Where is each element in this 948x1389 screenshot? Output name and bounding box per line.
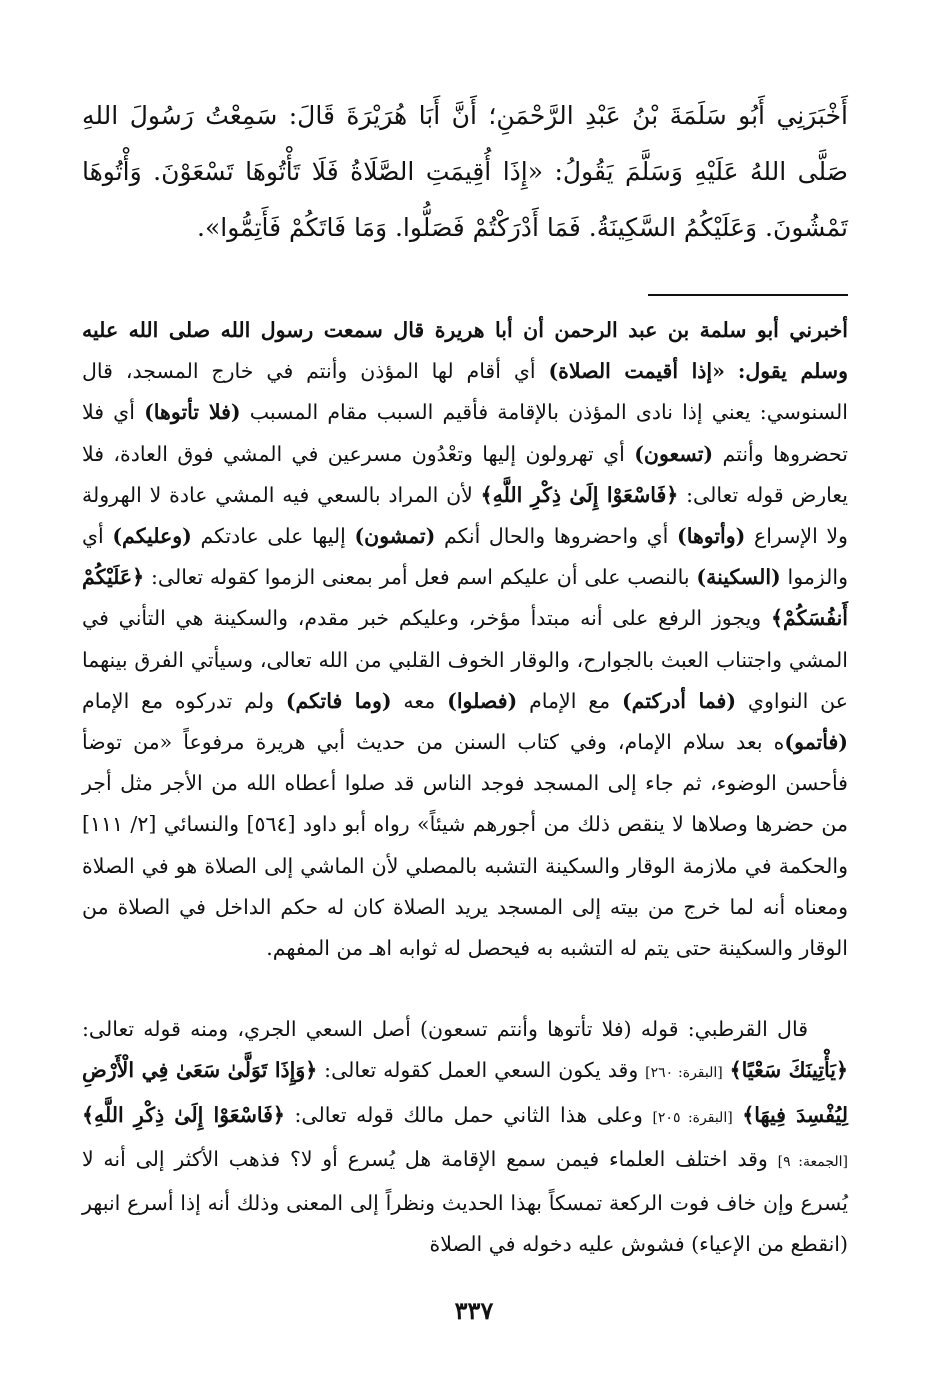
lemma: (تمشون) <box>354 524 436 549</box>
commentary-paragraph <box>82 310 848 969</box>
lemma: «إذا أقيمت الصلاة) <box>548 359 725 384</box>
verse-reference: [البقرة: ٢٠٥] <box>652 1109 733 1126</box>
commentary-text: أي تهرولون إليها وتعْدُون مسرعين في المشي فوق العادة، فلا يعارض قوله تعالى: <box>82 441 848 507</box>
commentary-text: مع الإمام <box>529 688 611 713</box>
quran-verse: ﴿يَأْتِينَكَ سَعْيًا﴾ <box>729 1058 848 1083</box>
commentary-text: أي واحضروها والحال أنكم <box>443 524 669 549</box>
commentary-text: أي والزموا <box>82 524 848 590</box>
qurtubi-text: وقد اختلف العلماء فيمن سمع الإقامة هل يُسرع أو لا؟ فذهب الأكثر إلى أنه لا يُسرع وإن خاف فوت الركعة تمسكاً بهذا الحديث ونظراً إلى المعنى وذلك أنه إذا أسرع انبهر (انقطع من الإعياء) فشوش عليه دخوله في الصلاة <box>82 1146 848 1257</box>
qurtubi-text: قال القرطبي: قوله (فلا تأتوها وأنتم تسعون) أصل السعي الجري، ومنه قوله تعالى: <box>82 1017 808 1042</box>
lemma: (وما فاتكم) <box>285 688 392 713</box>
quran-verse: ﴿عَلَيْكُمْ أَنفُسَكُمْ﴾ <box>82 565 848 631</box>
qurtubi-text: وقد يكون السعي العمل كقوله تعالى: <box>324 1058 639 1083</box>
verse-reference: [البقرة: ٢٦٠] <box>645 1065 723 1082</box>
quran-verse: ﴿فَاسْعَوْا إِلَىٰ ذِكْرِ اللَّهِ﴾ <box>82 1102 285 1127</box>
commentary-heading: أخبرني أبو سلمة بن عبد الرحمن أن أبا هريرة قال سمعت رسول الله صلى الله عليه وسلم يقول: <box>82 318 848 384</box>
verse-reference: [الجمعة: ٩] <box>777 1153 848 1170</box>
commentary-text: معه <box>403 688 436 713</box>
qurtubi-text: وعلى هذا الثاني حمل مالك قوله تعالى: <box>294 1102 643 1127</box>
qurtubi-paragraph <box>82 1009 848 1265</box>
lemma: (فلا تأتوها) <box>144 400 241 425</box>
lemma: (فصلوا) <box>447 688 518 713</box>
footnote-divider <box>648 294 848 296</box>
commentary-text: أي أقام لها المؤذن وأنتم في خارج المسجد، قال السنوسي: يعني إذا نادى المؤذن بالإقامة فأقيم السبب مقام المسبب <box>82 359 848 425</box>
lemma: (تسعون) <box>634 441 714 466</box>
lemma: (السكينة) <box>696 565 781 590</box>
commentary-text: بالنصب على أن عليكم اسم فعل أمر بمعنى الزموا كقوله تعالى: <box>151 565 690 590</box>
commentary-text: أي فلا تحضروها وأنتم <box>82 400 848 466</box>
page-number: ٣٣٧ <box>454 1296 494 1325</box>
lemma: (وأتوها) <box>677 524 746 549</box>
lemma: (فأتمو) <box>784 730 848 755</box>
quran-verse: ﴿وَإِذَا تَوَلَّىٰ سَعَىٰ فِي الْأَرْضِ لِيُفْسِدَ فِيهَا﴾ <box>82 1058 848 1127</box>
commentary-text: لأن المراد بالسعي فيه المشي عادة لا الهرولة ولا الإسراع <box>82 482 848 549</box>
commentary-text: ه بعد سلام الإمام، وفي كتاب السنن من حديث أبي هريرة مرفوعاً «من توضأ فأحسن الوضوء، ثم جاء إلى المسجد فوجد الناس قد صلوا أعطاه الله من الأجر مثل أجر من حضرها وصلاها لا ينقص ذلك من أجورهم شيئاً» رواه أبو داود [٥٦٤] والنسائي [٢/ ١١١] والحكمة في ملازمة الوقار والسكينة التشبه بالمصلي لأن الماشي إلى الصلاة هو في الصلاة ومعناه أنه لما خرج من بيته إلى المسجد يريد الصلاة كان له حكم الداخل في الصلاة من الوقار والسكينة حتى يتم له التشبه به فيحصل له ثوابه اهـ من المفهم. <box>82 730 848 961</box>
commentary-text: ويجوز الرفع على أنه مبتدأ مؤخر، وعليكم خبر مقدم، والسكينة هي التأني في المشي واجتناب العبث بالجوارح، والوقار الخوف القلبي من الله تعالى، وسيأتي الفرق بينهما عن النواوي <box>82 606 848 713</box>
quran-verse: ﴿فَاسْعَوْا إِلَىٰ ذِكْرِ اللَّهِ﴾ <box>480 482 679 507</box>
lemma: (فما أدركتم) <box>621 688 737 713</box>
lemma: (وعليكم) <box>112 524 192 549</box>
hadith-text: أَخْبَرَنِي أَبُو سَلَمَةَ بْنُ عَبْدِ الرَّحْمَنِ؛ أَنَّ أَبَا هُرَيْرَةَ قَالَ: سَمِعْتُ رَسُولَ اللهِ صَلَّى اللهُ عَلَيْهِ وَسَلَّمَ يَقُولُ: «إِذَا أُقِيمَتِ الصَّلَاةُ فَلَا تَأْتُوهَا تَسْعَوْنَ. وَأْتُوهَا تَمْشُونَ. وَعَلَيْكُمُ السَّكِينَةُ. فَمَا أَدْرَكْتُمْ فَصَلُّوا. وَمَا فَاتَكُمْ فَأَتِمُّوا». <box>82 101 848 242</box>
commentary-text: إليها على عادتكم <box>200 524 346 549</box>
commentary-text: ولم تدركوه مع الإمام <box>82 688 274 713</box>
